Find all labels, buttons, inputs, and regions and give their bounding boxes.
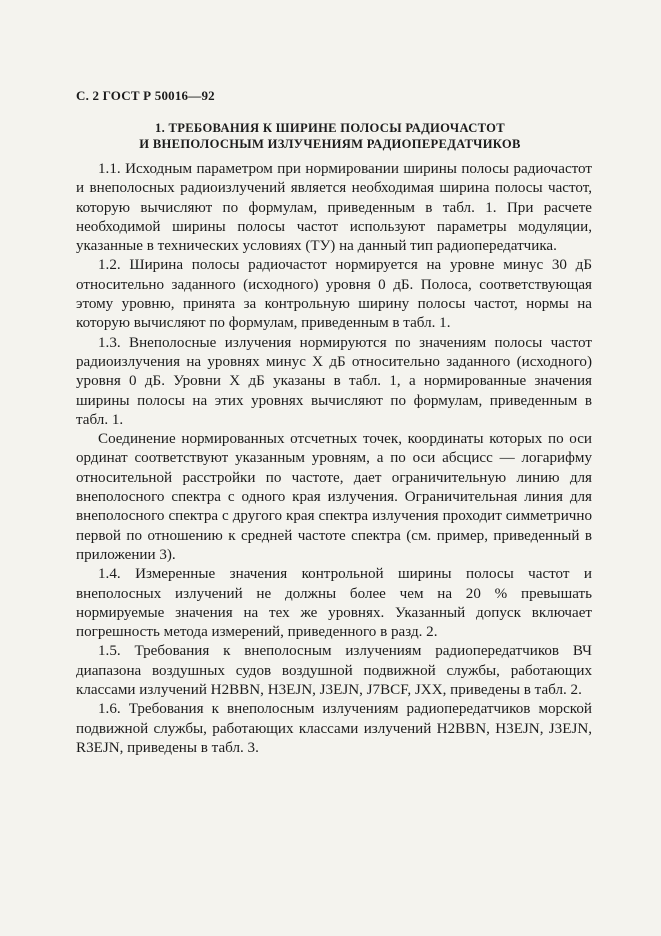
section-title <box>60 120 600 152</box>
paragraph-1-1: 1.1. Исходным параметром при нормировании ширины полосы радиочастот и внеполосных радиоизлучений является необходимая ширина полосы частот, которую вычисляют по формулам, приведенным в табл. 1. При расчете необходимой ширины полосы частот используют параметры модуляции, указанные в технических условиях (ТУ) на данный тип радиопередатчика. <box>76 161 592 255</box>
section-title-line-2: И ВНЕПОЛОСНЫМ ИЗЛУЧЕНИЯМ РАДИОПЕРЕДАТЧИКОВ <box>139 137 521 151</box>
section-title-line-1: 1. ТРЕБОВАНИЯ К ШИРИНЕ ПОЛОСЫ РАДИОЧАСТОТ <box>155 121 505 135</box>
paragraph-1-3: 1.3. Внеполосные излучения нормируются по значениям полосы частот радиоизлучения на уровнях минус X дБ относительно заданного (исходного) уровня 0 дБ. Уровни X дБ указаны в табл. 1, а нормированные значения ширины полосы на этих уровнях вычисляют по формулам, приведенным в табл. 1. <box>76 334 592 428</box>
paragraph-1-3-continued: Соединение нормированных отсчетных точек, координаты которых по оси ординат соответствуют указанным уровням, а по оси абсцисс — логарифму относительной расстройки по частоте, дает ограничительную линию для внеполосного спектра с одного края излучения. Ограничительная линия для внеполосного спектра с другого края спектра излучения проходит симметрично первой по отношению к средней частоте спектра (см. пример, приведенный в приложении 3). <box>76 431 592 563</box>
page-header: С. 2 ГОСТ Р 50016—92 <box>76 88 215 103</box>
paragraph-1-4: 1.4. Измеренные значения контрольной ширины полосы частот и внеполосных излучений не должны более чем на 20 % превышать нормируемые значения на тех же уровнях. Указанный допуск включает погрешность метода измерений, приведенного в разд. 2. <box>76 566 592 641</box>
body-text <box>76 160 592 758</box>
paragraph-1-6: 1.6. Требования к внеполосным излучениям радиопередатчиков морской подвижной службы, работающих классами излучений H2BBN, H3EJN, J3EJN, R3EJN, приведены в табл. 3. <box>76 701 592 756</box>
paragraph-1-2: 1.2. Ширина полосы радиочастот нормируется на уровне минус 30 дБ относительно заданного (исходного) уровня 0 дБ. Полоса, соответствующая этому уровню, принята за контрольную ширину полосы частот, нормы на которую вычисляют по формулам, приведенным в табл. 1. <box>76 257 592 332</box>
paragraph-1-5: 1.5. Требования к внеполосным излучениям радиопередатчиков ВЧ диапазона воздушных судов воздушной подвижной службы, работающих классами излучений H2BBN, H3EJN, J3EJN, J7BCF, JXX, приведены в табл. 2. <box>76 643 592 699</box>
